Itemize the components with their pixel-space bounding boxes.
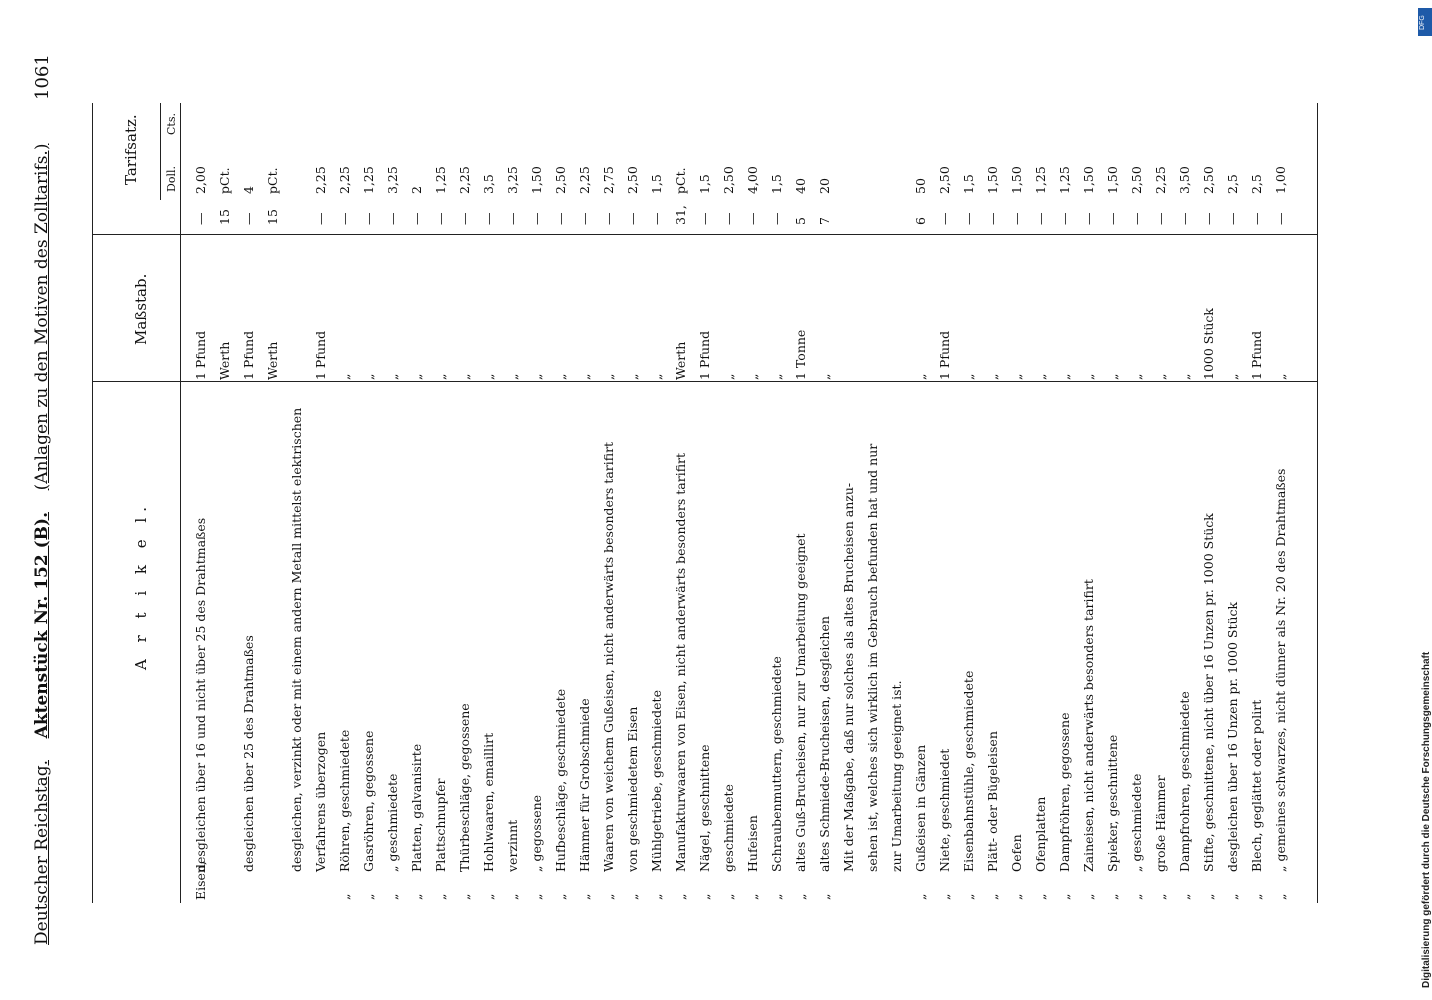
row-label: „ <box>529 893 544 900</box>
row-measure: „ <box>409 373 424 380</box>
row-dollars: — <box>1105 212 1120 225</box>
tariff-subhead-rule <box>160 103 161 200</box>
row-cents: 1,5 <box>697 174 712 194</box>
publication-title: Deutscher Reichstag. <box>32 760 52 945</box>
row-dollars: 6 <box>913 217 928 225</box>
row-dollars: — <box>313 212 328 225</box>
row-dollars: — <box>361 212 376 225</box>
row-cents: 40 <box>793 178 808 194</box>
row-measure: „ <box>913 373 928 380</box>
row-cents: 2,50 <box>721 166 736 194</box>
row-cents: 1,5 <box>649 174 664 194</box>
row-dollars: — <box>433 212 448 225</box>
row-article: Gasröhren, gegossene <box>361 730 376 872</box>
row-article: Ofenplatten <box>1033 796 1048 872</box>
row-dollars: 15 <box>217 209 232 225</box>
row-label: „ <box>985 893 1000 900</box>
table-row <box>1198 105 1219 900</box>
table-row <box>646 105 667 900</box>
row-label: „ <box>481 893 496 900</box>
row-dollars: — <box>481 212 496 225</box>
table-row <box>310 105 331 900</box>
row-measure: „ <box>337 373 352 380</box>
table-row <box>406 105 427 900</box>
row-dollars: — <box>337 212 352 225</box>
row-cents: 1,00 <box>1273 166 1288 194</box>
row-measure: „ <box>1057 373 1072 380</box>
row-label: „ <box>409 893 424 900</box>
dfg-logo <box>1418 8 1432 36</box>
row-article: Hämmer für Grobschmiede <box>577 698 592 872</box>
row-measure: „ <box>649 373 664 380</box>
row-cents: 1,50 <box>1009 166 1024 194</box>
row-dollars: — <box>1033 212 1048 225</box>
row-dollars: — <box>1249 212 1264 225</box>
row-cents: pCt. <box>673 167 688 194</box>
row-cents: 1,50 <box>1081 166 1096 194</box>
row-article: „ gemeines schwarzes, nicht dünner als Nr. 20 des Drahtmaßes <box>1273 468 1288 872</box>
dfg-badge-text: DFG <box>1419 15 1426 30</box>
row-dollars: — <box>1201 212 1216 225</box>
row-label: „ <box>1057 893 1072 900</box>
column-header-measure: Maßstab. <box>132 273 150 345</box>
row-cents: 1,50 <box>985 166 1000 194</box>
row-dollars: — <box>1153 212 1168 225</box>
row-article: Waaren von weichem Gußeisen, nicht anderwärts besonders tarifirt <box>601 441 616 872</box>
row-cents: 50 <box>913 178 928 194</box>
row-article: altes Guß-Brucheisen, nur zur Umarbeitung geeignet <box>793 533 808 872</box>
row-measure: „ <box>745 373 760 380</box>
row-measure: „ <box>985 373 1000 380</box>
row-label: „ <box>673 893 688 900</box>
row-article: Plätt- oder Bügeleisen <box>985 731 1000 872</box>
row-dollars: — <box>409 212 424 225</box>
row-article: Röhren, geschmiedete <box>337 729 352 872</box>
column-header-article: A r t i k e l. <box>132 501 150 670</box>
row-dollars: — <box>1057 212 1072 225</box>
table-row <box>982 105 1003 900</box>
row-cents: 2,25 <box>1153 166 1168 194</box>
row-dollars: — <box>601 212 616 225</box>
row-label: „ <box>1105 893 1120 900</box>
row-article: Plattschnupfer <box>433 778 448 872</box>
column-header-dollars: Doll. <box>165 166 178 192</box>
row-label: „ <box>577 893 592 900</box>
row-article: Mühlgetriebe, geschmiedete <box>649 690 664 872</box>
table-row <box>910 105 931 900</box>
row-label: „ <box>601 893 616 900</box>
row-article: große Hämmer <box>1153 775 1168 872</box>
row-dollars: — <box>1081 212 1096 225</box>
row-measure: 1 Tonne <box>793 329 808 380</box>
row-article: Hufbeschläge, geschmiedete <box>553 688 568 872</box>
row-article: desgleichen über 16 Unzen pr. 1000 Stück <box>1225 601 1240 872</box>
row-dollars: — <box>553 212 568 225</box>
row-dollars: — <box>769 212 784 225</box>
table-row <box>262 105 283 900</box>
table-bottom-rule <box>1317 103 1318 903</box>
row-label: „ <box>745 893 760 900</box>
row-article: Nägel, geschnittene <box>697 744 712 872</box>
row-measure: „ <box>1129 373 1144 380</box>
row-measure: „ <box>817 373 832 380</box>
row-dollars: — <box>1129 212 1144 225</box>
row-measure: „ <box>433 373 448 380</box>
row-cents: 3,50 <box>1177 166 1192 194</box>
row-dollars: — <box>697 212 712 225</box>
row-measure: „ <box>1033 373 1048 380</box>
row-label: „ <box>625 893 640 900</box>
table-row <box>334 105 355 900</box>
page-header <box>32 144 52 945</box>
table-header-rule <box>180 103 181 903</box>
row-cents: 2,75 <box>601 166 616 194</box>
table-row <box>214 105 235 900</box>
row-article: Dampfröhren, gegossene <box>1057 712 1072 872</box>
row-article: Eisenbahnstühle, geschmiedete <box>961 670 976 872</box>
row-measure: „ <box>721 373 736 380</box>
row-measure: „ <box>1105 373 1120 380</box>
row-article: Hufeisen <box>745 815 760 872</box>
table-row <box>430 105 451 900</box>
row-label: „ <box>721 893 736 900</box>
row-article: Platten, galvanisirte <box>409 743 424 872</box>
table-row <box>1078 105 1099 900</box>
row-cents: 1,50 <box>529 166 544 194</box>
row-label: „ <box>385 893 400 900</box>
row-article: „ gegossene <box>529 794 544 872</box>
row-article: desgleichen über 25 des Drahtmaßes <box>241 635 256 872</box>
row-label: „ <box>457 893 472 900</box>
table-row <box>1054 105 1075 900</box>
table-row <box>694 105 715 900</box>
row-cents: 2,25 <box>313 166 328 194</box>
row-label: „ <box>1225 893 1240 900</box>
row-dollars: — <box>457 212 472 225</box>
row-measure: „ <box>769 373 784 380</box>
table-row <box>622 105 643 900</box>
row-article: Schraubenmuttern, geschmiedete <box>769 656 784 872</box>
row-dollars: — <box>1273 212 1288 225</box>
row-article: Thürbeschläge, gegossene <box>457 703 472 872</box>
credit-strip <box>1421 8 1432 998</box>
table-row <box>790 105 811 900</box>
row-label: „ <box>361 893 376 900</box>
row-measure: „ <box>385 373 400 380</box>
row-article: „ geschmiedete <box>385 773 400 872</box>
row-article: Zaineisen, nicht anderwärts besonders tarifirt <box>1081 579 1096 872</box>
row-cents: 2,50 <box>1129 166 1144 194</box>
row-label: „ <box>961 893 976 900</box>
row-label: „ <box>697 893 712 900</box>
table-row <box>1174 105 1195 900</box>
row-measure: Werth <box>217 341 232 380</box>
row-label: „ <box>337 893 352 900</box>
row-article: Oefen <box>1009 834 1024 872</box>
row-dollars: — <box>721 212 736 225</box>
table-row <box>550 105 571 900</box>
row-label: „ <box>433 893 448 900</box>
row-dollars: — <box>577 212 592 225</box>
row-article: „ geschmiedete <box>1129 773 1144 872</box>
row-dollars: — <box>193 212 208 225</box>
row-measure: „ <box>457 373 472 380</box>
row-cents: 2,5 <box>1249 174 1264 194</box>
row-article: Blech, geglättet oder polirt <box>1249 699 1264 872</box>
row-measure: 1 Pfund <box>241 330 256 380</box>
row-measure: „ <box>601 373 616 380</box>
row-cents: 1,5 <box>961 174 976 194</box>
table-row <box>358 105 379 900</box>
row-cents: pCt. <box>217 167 232 194</box>
table-row <box>1126 105 1147 900</box>
row-cents: 2,50 <box>625 166 640 194</box>
row-cents: 1,25 <box>1057 166 1072 194</box>
table-row <box>1030 105 1051 900</box>
row-cents: 2 <box>409 186 424 194</box>
table-row <box>1222 105 1243 900</box>
row-article: Dampfrohren, geschmiedete <box>1177 691 1192 872</box>
table-row <box>598 105 619 900</box>
row-label: Eisen, <box>193 861 208 900</box>
row-label: „ <box>1273 893 1288 900</box>
table-row <box>766 105 787 900</box>
row-measure: Werth <box>265 341 280 380</box>
row-measure: Werth <box>673 341 688 380</box>
row-article: sehen ist, welches sich wirklich im Gebrauch befunden hat und nur <box>865 443 880 872</box>
row-label: „ <box>649 893 664 900</box>
row-cents: 1,25 <box>361 166 376 194</box>
row-article: Hohlwaaren, emaillirt <box>481 732 496 872</box>
row-cents: 2,25 <box>577 166 592 194</box>
row-dollars: — <box>505 212 520 225</box>
row-measure: „ <box>553 373 568 380</box>
document-number: Aktenstück Nr. 152 (B). <box>32 511 52 739</box>
row-label: „ <box>817 893 832 900</box>
row-article: altes Schmiede-Brucheisen, desgleichen <box>817 616 832 872</box>
row-cents: 2,25 <box>337 166 352 194</box>
table-row <box>934 105 955 900</box>
row-article: Niete, geschmiedet <box>937 748 952 872</box>
row-measure: „ <box>961 373 976 380</box>
row-label: „ <box>1177 893 1192 900</box>
table-row <box>526 105 547 900</box>
table-row <box>382 105 403 900</box>
row-cents: 2,5 <box>1225 174 1240 194</box>
row-article: Spieker, geschnittene <box>1105 734 1120 872</box>
table-row <box>670 105 691 900</box>
row-article: Manufakturwaaren von Eisen, nicht anderwärts besonders tarifirt <box>673 452 688 872</box>
row-article: desgleichen über 16 und nicht über 25 des Drahtmaßes <box>193 517 208 872</box>
row-cents: 20 <box>817 178 832 194</box>
row-cents: 3,25 <box>385 166 400 194</box>
table-row <box>1006 105 1027 900</box>
row-measure: „ <box>1153 373 1168 380</box>
row-dollars: — <box>1009 212 1024 225</box>
table-row <box>1102 105 1123 900</box>
table-row <box>502 105 523 900</box>
table-row <box>286 105 307 900</box>
row-cents: 1,5 <box>769 174 784 194</box>
table-row <box>454 105 475 900</box>
row-dollars: — <box>649 212 664 225</box>
row-measure: „ <box>1273 373 1288 380</box>
table-row <box>190 105 211 900</box>
table-row <box>958 105 979 900</box>
row-measure: „ <box>1225 373 1240 380</box>
row-article: geschmiedete <box>721 784 736 872</box>
row-dollars: — <box>1225 212 1240 225</box>
table-top-rule <box>92 103 93 903</box>
row-cents: 2,25 <box>457 166 472 194</box>
row-article: verzinnt <box>505 819 520 872</box>
row-cents: 1,25 <box>433 166 448 194</box>
row-cents: 2,50 <box>937 166 952 194</box>
row-measure: 1000 Stück <box>1201 308 1216 380</box>
row-article: zur Umarbeitung geeignet ist. <box>889 680 904 872</box>
row-dollars: — <box>241 212 256 225</box>
row-dollars: — <box>961 212 976 225</box>
row-measure: „ <box>505 373 520 380</box>
row-label: „ <box>1153 893 1168 900</box>
table-row <box>238 105 259 900</box>
row-measure: 1 Pfund <box>1249 330 1264 380</box>
row-measure: „ <box>1081 373 1096 380</box>
row-measure: „ <box>1177 373 1192 380</box>
row-dollars: — <box>385 212 400 225</box>
row-cents: 2,50 <box>1201 166 1216 194</box>
table-row <box>1246 105 1267 900</box>
row-label: „ <box>769 893 784 900</box>
row-article: von geschmiedetem Eisen <box>625 706 640 872</box>
row-cents: 3,5 <box>481 174 496 194</box>
row-label: „ <box>553 893 568 900</box>
row-dollars: 5 <box>793 217 808 225</box>
row-label: „ <box>937 893 952 900</box>
row-dollars: — <box>1177 212 1192 225</box>
row-dollars: — <box>625 212 640 225</box>
table-row <box>742 105 763 900</box>
row-label: „ <box>505 893 520 900</box>
row-article: desgleichen, verzinkt oder mit einem andern Metall mittelst elektrischen <box>289 407 304 872</box>
row-label: „ <box>1081 893 1096 900</box>
row-cents: pCt. <box>265 167 280 194</box>
row-label: „ <box>1201 893 1216 900</box>
row-measure: 1 Pfund <box>193 330 208 380</box>
row-article: Verfahrens überzogen <box>313 731 328 872</box>
column-header-tariff: Tarifsatz. <box>122 114 140 185</box>
row-measure: 1 Pfund <box>937 330 952 380</box>
row-measure: „ <box>361 373 376 380</box>
row-article: Mit der Maßgabe, daß nur solches als altes Brucheisen anzu- <box>841 482 856 872</box>
row-label: „ <box>1009 893 1024 900</box>
credit-text: Digitalisierung gefördert durch die Deutsche Forschungsgemeinschaft <box>1421 651 1432 988</box>
row-measure: „ <box>1009 373 1024 380</box>
table-row <box>838 105 859 900</box>
row-cents: 4 <box>241 186 256 194</box>
row-measure: 1 Pfund <box>313 330 328 380</box>
row-dollars: — <box>529 212 544 225</box>
column-header-cents: Cts. <box>165 113 178 135</box>
row-measure: „ <box>625 373 640 380</box>
row-label: „ <box>913 893 928 900</box>
row-label: „ <box>1249 893 1264 900</box>
row-cents: 1,50 <box>1105 166 1120 194</box>
page-number: 1061 <box>32 54 53 100</box>
row-dollars: 15 <box>265 209 280 225</box>
row-cents: 4,00 <box>745 166 760 194</box>
row-measure: „ <box>577 373 592 380</box>
row-dollars: 7 <box>817 217 832 225</box>
row-measure: 1 Pfund <box>697 330 712 380</box>
row-label: „ <box>1033 893 1048 900</box>
row-dollars: — <box>745 212 760 225</box>
table-row <box>814 105 835 900</box>
table-row <box>718 105 739 900</box>
row-measure: „ <box>529 373 544 380</box>
table-row <box>862 105 883 900</box>
row-article: Stifte, geschnittene, nicht über 16 Unzen pr. 1000 Stück <box>1201 513 1216 872</box>
row-label: „ <box>1129 893 1144 900</box>
row-dollars: 31, <box>673 205 688 225</box>
row-label: „ <box>793 893 808 900</box>
table-row <box>478 105 499 900</box>
annex-title: (Anlagen zu den Motiven des Zolltarifs.) <box>32 143 52 491</box>
row-dollars: — <box>937 212 952 225</box>
table-row <box>1270 105 1291 900</box>
row-measure: „ <box>481 373 496 380</box>
row-cents: 2,00 <box>193 166 208 194</box>
table-row <box>886 105 907 900</box>
row-cents: 1,25 <box>1033 166 1048 194</box>
row-cents: 2,50 <box>553 166 568 194</box>
table-row <box>574 105 595 900</box>
row-dollars: — <box>985 212 1000 225</box>
row-cents: 3,25 <box>505 166 520 194</box>
table-row <box>1150 105 1171 900</box>
row-article: Gußeisen in Gänzen <box>913 744 928 872</box>
